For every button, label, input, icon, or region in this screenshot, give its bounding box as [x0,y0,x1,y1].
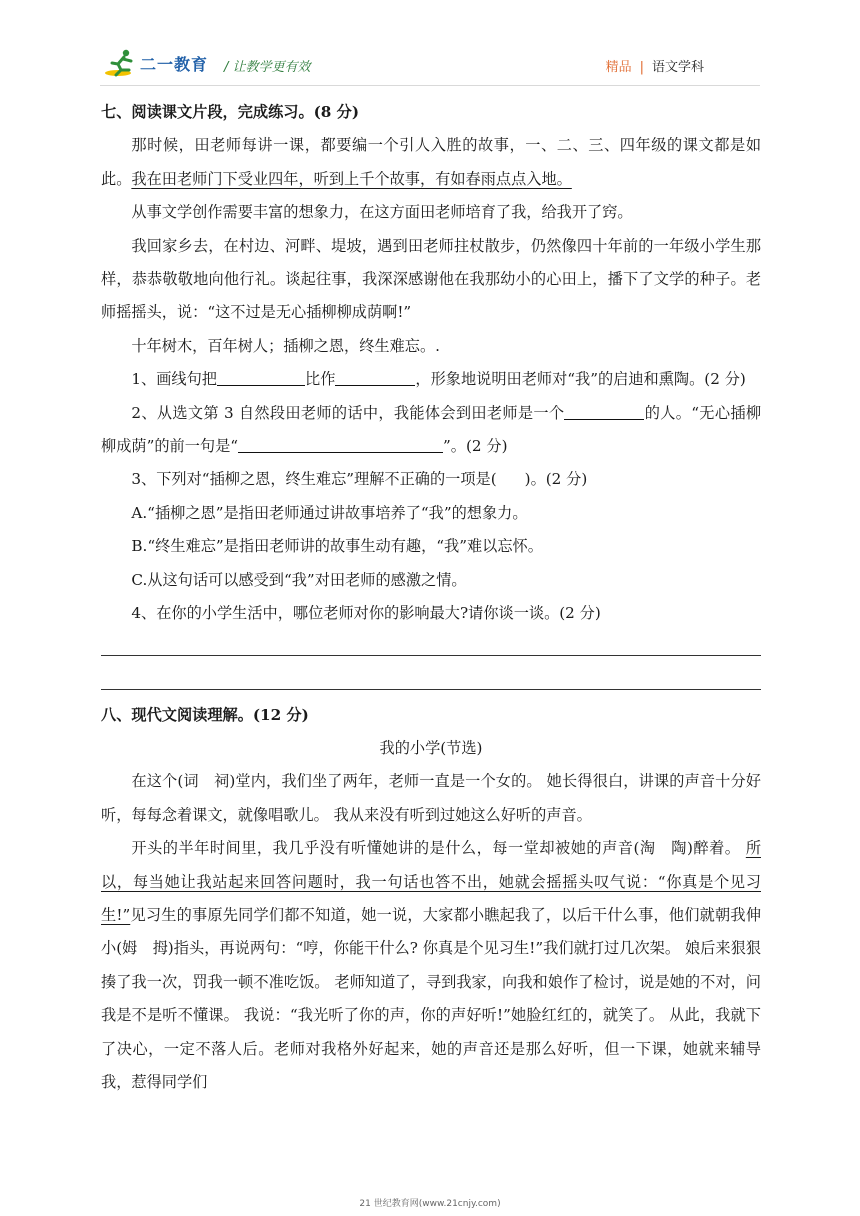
question-text: ”。(2 分) [443,437,508,456]
section7-paragraph-3: 我回家乡去，在村边、河畔、堤坡，遇到田老师拄杖散步，仍然像四十年前的一年级小学生那样，恭恭敬敬地向他行礼。谈起往事，我深深感谢他在我那幼小的心田上，播下了文学的种子。老师摇摇头，说：“这不过是无心插柳柳成荫啊!” [101,236,761,322]
question-1 [101,363,761,396]
quality-label: 精品 [605,60,632,75]
underlined-sentence: 所以，每当她让我站起来回答问题时，我一句话也答不出，她就会摇摇头叹气说：“你真是个见习生!” [101,839,761,924]
subject-label: 语文学科 [651,60,704,75]
question-4: 4、在你的小学生活中，哪位老师对你的影响最大?请你谈一谈。(2 分) [131,604,601,623]
header-subject [606,56,704,75]
header-divider [100,85,760,86]
section8-paragraph-1: 在这个(词 祠)堂内，我们坐了两年，老师一直是一个女的。 她长得很白，讲课的声音十分好听，每每念着课文，就像唱歌儿。 我从来没有听到过她这么好听的声音。 [101,772,761,824]
logo [104,48,232,82]
question-text: 3、下列对“插柳之恩，终生难忘”理解不正确的一项是( [131,470,497,489]
answer-blank[interactable] [238,434,443,453]
answer-blank[interactable] [217,367,305,386]
logo-text: 二一教育 [140,55,209,74]
runner-logo-icon [104,48,140,78]
slogan: / 让教学更有效 [224,60,311,75]
header-separator: | [639,60,644,75]
page-header [0,0,860,90]
page-footer: 21 世纪教育网(www.21cnjy.com) [359,1199,501,1209]
question-text: ，形象地说明田老师对“我”的启迪和熏陶。(2 分) [415,370,746,389]
question-text: 2、从选文第 3 自然段田老师的话中，我能体会到田老师是一个 [131,403,565,422]
question-2 [101,397,761,464]
section7-paragraph-4: 十年树木，百年树人；插柳之恩，终生难忘。. [131,336,440,355]
question-3 [101,463,761,496]
underlined-sentence: 我在田老师门下受业四年，听到上千个故事，有如春雨点点入地。 [131,169,572,188]
option-a: A.“插柳之恩”是指田老师通过讲故事培养了“我”的想象力。 [131,503,528,522]
paragraph-text: 开头的半年时间里，我几乎没有听懂她讲的是什么，每一堂却被她的声音(淘 陶)醉着。 [131,839,746,858]
section7-heading: 七、阅读课文片段，完成练习。(8 分) [101,103,360,121]
document-body [101,96,761,1099]
paragraph-text: 那时候，田老师每讲一课，都要编一个引人入胜的故事，一、二、三、四年级的课文都是如此。 [101,136,761,188]
passage-title: 我的小学(节选) [379,738,483,757]
question-text: 比作 [305,370,336,389]
option-c: C.从这句话可以感受到“我”对田老师的感激之情。 [131,570,467,589]
question-text: 的人。“无心插柳柳成荫”的前一句是“ [101,403,762,456]
section7-paragraph-2: 从事文学创作需要丰富的想象力，在这方面田老师培育了我，给我开了窍。 [131,203,633,222]
answer-blank[interactable] [335,367,415,386]
question-text: 1、画线句把 [131,370,217,389]
section7-paragraph-1 [101,129,761,196]
answer-blank[interactable] [564,401,644,420]
section8-paragraph-2 [101,832,761,1099]
paragraph-text: 见习生的事原先同学们都不知道，她一说，大家都小瞧起我了，以后干什么事，他们就朝我伸小(姆 拇)指头，再说两句：“哼，你能干什么? 你真是个见习生!”我们就打过几次架。 娘后来狠狠揍了我一次，罚我一顿不准吃饭。 老师知道了，寻到我家，向我和娘作了检讨，说是她的不对，问我是不是听不懂课。 我说：“我光听了你的声，你的声好听!”她脸红红的，就笑了。 从此，我就下了决心，一定不落人后。老师对我格外好起来，她的声音还是那么好听，但一下课，她就来辅导我，惹得同学们 [101,905,762,1091]
option-b: B.“终生难忘”是指田老师讲的故事生动有趣，“我”难以忘怀。 [131,537,543,556]
section8-heading: 八、现代文阅读理解。(12 分) [101,705,309,724]
question-text: )。(2 分) [524,470,588,489]
